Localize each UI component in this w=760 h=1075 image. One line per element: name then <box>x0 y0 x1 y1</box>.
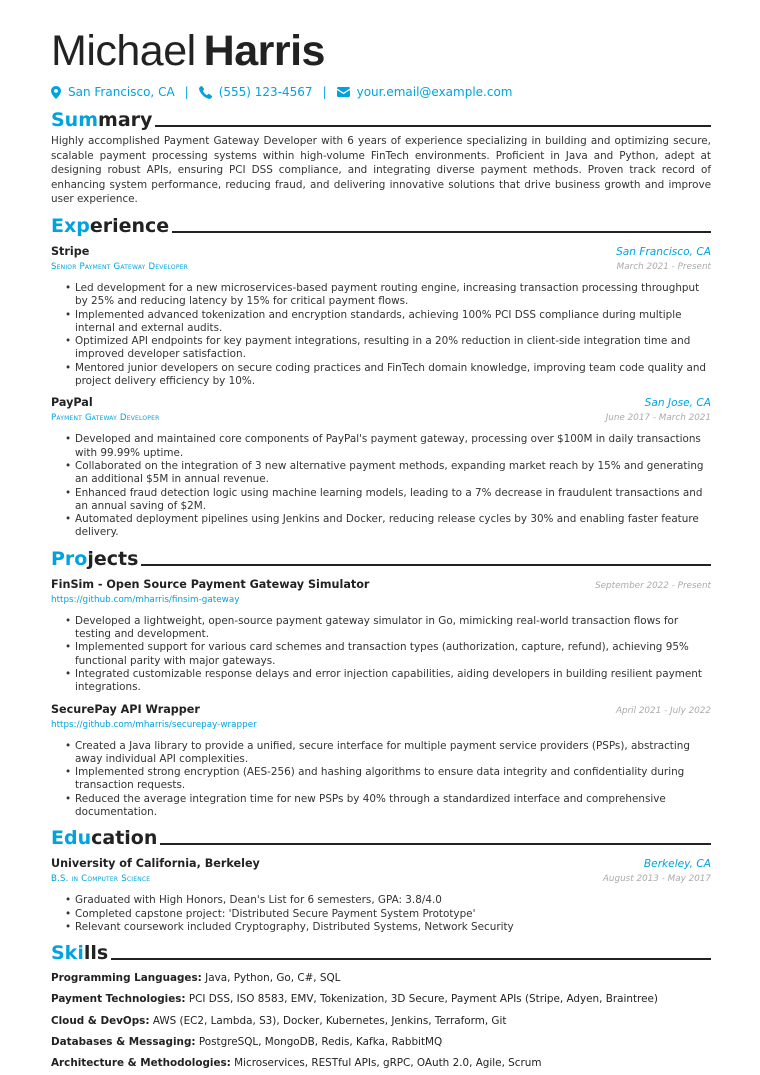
degree: B.S. in Computer Science <box>51 874 151 885</box>
envelope-icon <box>337 87 350 97</box>
project-dates: September 2022 - Present <box>595 580 711 591</box>
section-title-accent: Ski <box>51 942 84 965</box>
bullet-item: • Implemented advanced tokenization and encryption standards, achieving 100% PCI DSS compliance during multiple internal and external audits. <box>65 309 711 336</box>
section-title <box>51 215 169 237</box>
project-name: SecurePay API Wrapper <box>51 702 200 716</box>
skills-list <box>51 968 711 1074</box>
section-title <box>51 548 138 570</box>
phone-icon <box>199 86 212 99</box>
skill-row <box>51 1032 711 1053</box>
section-title-rest: lls <box>83 942 109 965</box>
section-title-rest: cation <box>91 827 158 850</box>
skill-value: Microservices, RESTful APIs, gRPC, OAuth 2.0, Agile, Scrum <box>234 1057 542 1070</box>
bullet-item: • Optimized API endpoints for key payment integrations, resulting in a 20% reduction in client-side integration time and improved developer satisfaction. <box>65 335 711 362</box>
section-divider <box>111 958 711 960</box>
section-title <box>51 109 152 131</box>
skill-row <box>51 1011 711 1032</box>
summary-text: Highly accomplished Payment Gateway Developer with 6 years of experience specializing in building and optimizing secure, scalable payment processing systems within high-volume FinTech environments. Proficient in Java and Python, adept at designing robust APIs, ensuring PCI DSS compliance, and integrating diverse payment methods. Proven track record of enhancing system performance, reducing fraud, and delivering innovative solutions that drive business growth and improve user experience. <box>51 135 711 206</box>
section-title-accent: Sum <box>51 109 99 131</box>
section-title-accent: Pro <box>51 547 88 570</box>
bullet-item: • Led development for a new microservices-based payment routing engine, increasing transaction processing throughput by 25% and reducing latency by 15% for critical payment flows. <box>65 282 711 309</box>
experience-section-header <box>51 213 711 237</box>
bullet-item: • Graduated with High Honors, Dean's List for 6 semesters, GPA: 3.8/4.0 <box>65 894 711 907</box>
bullet-item: • Relevant coursework included Cryptography, Distributed Systems, Network Security <box>65 921 711 934</box>
skills-section-header <box>51 940 711 964</box>
bullet-list <box>51 894 711 934</box>
experience-entry <box>51 395 711 539</box>
summary-section-header <box>51 107 711 131</box>
education-section-header <box>51 825 711 849</box>
section-title-accent: Exp <box>51 214 90 237</box>
project-entry <box>51 702 711 820</box>
bullet-item: • Enhanced fraud detection logic using machine learning models, leading to a 7% decrease in fraudulent transactions and an annual saving of $2M. <box>65 487 711 514</box>
skill-label: Payment Technologies: <box>51 993 186 1006</box>
email-link[interactable]: your.email@example.com <box>356 85 513 99</box>
job-title: Payment Gateway Developer <box>51 413 160 424</box>
bullet-item: • Collaborated on the integration of 3 new alternative payment methods, expanding market reach by 15% and generating an additional $5M in annual revenue. <box>65 460 711 487</box>
bullet-item: • Implemented strong encryption (AES-256) and hashing algorithms to ensure data integrity and confidentiality during transaction requests. <box>65 766 711 793</box>
map-marker-icon <box>51 86 61 99</box>
skill-row <box>51 968 711 989</box>
school-location: Berkeley, CA <box>643 858 711 871</box>
education-entry <box>51 856 711 934</box>
skill-value: AWS (EC2, Lambda, S3), Docker, Kubernetes, Jenkins, Terraform, Git <box>152 1014 507 1027</box>
job-title: Senior Payment Gateway Developer <box>51 261 188 272</box>
bullet-item: • Completed capstone project: 'Distributed Secure Payment System Prototype' <box>65 908 711 921</box>
section-title-rest: jects <box>87 547 139 570</box>
bullet-list <box>51 740 711 820</box>
skill-value: PostgreSQL, MongoDB, Redis, Kafka, RabbitMQ <box>198 1036 443 1049</box>
job-dates: June 2017 - March 2021 <box>605 413 711 424</box>
company-name: PayPal <box>51 396 93 410</box>
bullet-item: • Automated deployment pipelines using Jenkins and Docker, reducing release cycles by 30% and enabling faster feature delivery. <box>65 513 711 540</box>
skill-label: Architecture & Methodologies: <box>51 1057 231 1070</box>
company-name: Stripe <box>51 244 90 258</box>
job-location: San Francisco, CA <box>616 245 711 258</box>
school-name: University of California, Berkeley <box>51 857 260 871</box>
skill-label: Programming Languages: <box>51 972 202 985</box>
skill-value: Java, Python, Go, C#, SQL <box>205 972 341 985</box>
project-link[interactable]: https://github.com/mharris/finsim-gateway <box>51 594 240 605</box>
section-title-rest: mary <box>98 109 153 131</box>
project-name: FinSim - Open Source Payment Gateway Simulator <box>51 577 370 591</box>
bullet-item: • Created a Java library to provide a unified, secure interface for multiple payment service providers (PSPs), abstracting away individual API complexities. <box>65 740 711 767</box>
section-divider <box>141 564 711 566</box>
candidate-name <box>51 26 711 76</box>
section-title <box>51 827 157 849</box>
job-location: San Jose, CA <box>644 397 711 410</box>
location-text: San Francisco, CA <box>68 85 175 99</box>
project-dates: April 2021 - July 2022 <box>615 705 711 716</box>
experience-entry <box>51 244 711 388</box>
last-name: Harris <box>203 27 325 75</box>
section-divider <box>160 843 711 845</box>
bullet-item: • Implemented support for various card schemes and transaction types (authorization, capture, refund), achieving 95% functional parity with major gateways. <box>65 641 711 668</box>
section-title <box>51 942 108 964</box>
projects-section-header <box>51 546 711 570</box>
bullet-item: • Developed a lightweight, open-source payment gateway simulator in Go, mimicking real-world transaction flows for testing and development. <box>65 615 711 642</box>
skill-label: Cloud & DevOps: <box>51 1014 150 1027</box>
resume-page <box>51 26 711 1075</box>
project-entry <box>51 577 711 695</box>
bullet-item: • Integrated customizable response delays and error injection capabilities, aiding developers in building resilient payment integrations. <box>65 668 711 695</box>
project-link[interactable]: https://github.com/mharris/securepay-wrapper <box>51 719 257 730</box>
skill-row <box>51 989 711 1010</box>
section-divider <box>155 125 711 127</box>
skill-label: Databases & Messaging: <box>51 1036 196 1049</box>
bullet-item: • Mentored junior developers on secure coding practices and FinTech domain knowledge, improving team code quality and project delivery efficiency by 10%. <box>65 362 711 389</box>
skill-value: PCI DSS, ISO 8583, EMV, Tokenization, 3D Secure, Payment APIs (Stripe, Adyen, Braintree) <box>188 993 658 1006</box>
contact-separator: | <box>322 85 327 99</box>
section-title-rest: erience <box>89 214 170 237</box>
education-dates: August 2013 - May 2017 <box>602 874 711 885</box>
phone-text: (555) 123-4567 <box>218 85 313 99</box>
section-title-accent: Edu <box>51 827 92 850</box>
bullet-list <box>51 433 711 539</box>
contact-separator: | <box>184 85 189 99</box>
bullet-item: • Developed and maintained core components of PayPal's payment gateway, processing over $100M in daily transactions with 99.99% uptime. <box>65 433 711 460</box>
contact-email[interactable] <box>337 85 513 99</box>
bullet-item: • Reduced the average integration time for new PSPs by 40% through a standardized interface and comprehensive documentation. <box>65 793 711 820</box>
contact-line <box>51 83 711 101</box>
bullet-list <box>51 615 711 695</box>
bullet-list <box>51 282 711 388</box>
job-dates: March 2021 - Present <box>616 261 711 272</box>
contact-location <box>51 85 175 99</box>
skill-row <box>51 1053 711 1074</box>
first-name: Michael <box>51 27 196 75</box>
contact-phone <box>199 85 313 99</box>
section-divider <box>172 231 711 233</box>
